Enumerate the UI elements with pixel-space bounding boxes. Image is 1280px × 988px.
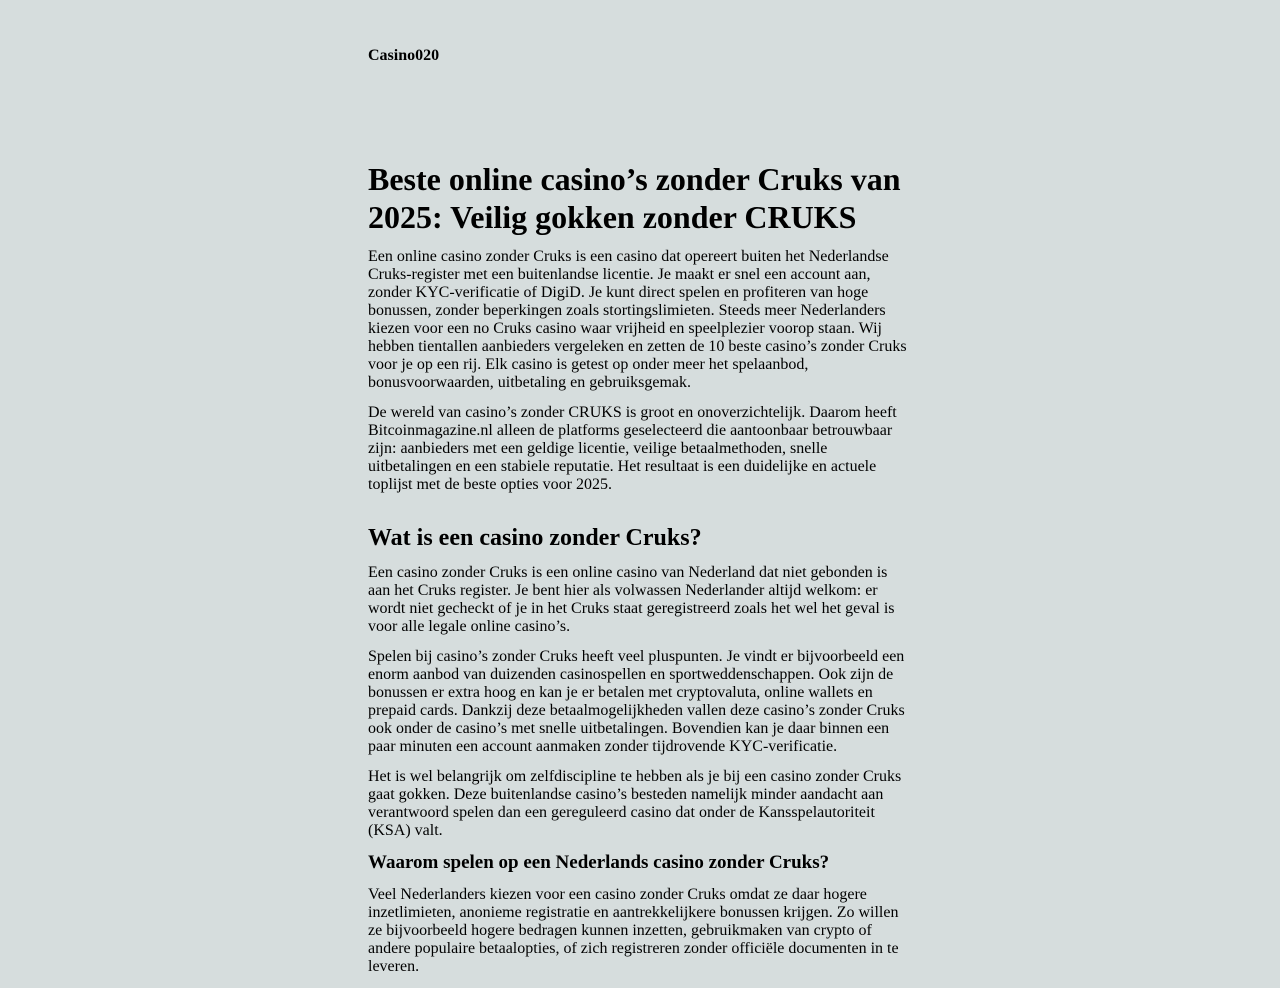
article-title: Beste online casino’s zonder Cruks van 2025: Veilig gokken zonder CRUKS xyxy=(368,161,901,235)
intro-paragraph: De wereld van casino’s zonder CRUKS is groot en onoverzichtelijk. Daarom heeft Bitcoinmagazine.nl alleen de platforms geselecteerd die aantoonbaar betrouwbaar zijn: aanbieders met een geldige licentie, veilige betaalmethoden, snelle uitbetalingen en een stabiele reputatie. Het resultaat is een duidelijke en actuele toplijst met de beste opties voor 2025. xyxy=(368,404,897,493)
intro-paragraph: Een online casino zonder Cruks is een casino dat opereert buiten het Nederlandse Cruks-register met een buitenlandse licentie. Je maakt er snel een account aan, zonder KYC-verificatie of DigiD. Je kunt direct spelen en profiteren van hoge bonussen, zonder beperkingen zoals stortingslimieten. Steeds meer Nederlanders kiezen voor een no Cruks casino waar vrijheid en speelplezier voorop staan. Wij hebben tientallen aanbieders vergeleken en zetten de 10 beste casino’s zonder Cruks voor je op een rij. Elk casino is getest op onder meer het spelaanbod, bonusvoorwaarden, uitbetaling en gebruiksgemak. xyxy=(368,248,907,391)
section-paragraph: Een casino zonder Cruks is een online casino van Nederland dat niet gebonden is aan het Cruks register. Je bent hier als volwassen Nederlander altijd welkom: er wordt niet gecheckt of je in het Cruks staat geregistreerd zoals het wel het geval is voor alle legale online casino’s. xyxy=(368,564,895,635)
article xyxy=(368,160,908,988)
section-heading-why-play: Waarom spelen op een Nederlands casino zonder Cruks? xyxy=(368,852,830,873)
section-paragraph: Spelen bij casino’s zonder Cruks heeft veel pluspunten. Je vindt er bijvoorbeeld een enorm aanbod van duizenden casinospellen en sportweddenschappen. Ook zijn de bonussen er extra hoog en kan je er betalen met cryptovaluta, online wallets en prepaid cards. Dankzij deze betaalmogelijkheden vallen deze casino’s zonder Cruks ook onder de casino’s met snelle uitbetalingen. Bovendien kan je daar binnen een paar minuten een account aanmaken zonder tijdrovende KYC-verificatie. xyxy=(368,648,905,755)
section-paragraph: Het is wel belangrijk om zelfdiscipline te hebben als je bij een casino zonder Cruks gaat gokken. Deze buitenlandse casino’s besteden namelijk minder aandacht aan verantwoord spelen dan een gereguleerd casino dat onder de Kansspelautoriteit (KSA) valt. xyxy=(368,768,902,839)
section-heading-what-is: Wat is een casino zonder Cruks? xyxy=(368,525,702,551)
site-title-link[interactable]: Casino020 xyxy=(368,47,440,64)
section-paragraph: Veel Nederlanders kiezen voor een casino zonder Cruks omdat ze daar hogere inzetlimieten, anonieme registratie en aantrekkelijkere bonussen krijgen. Zo willen ze bijvoorbeeld hogere bedragen kunnen inzetten, gebruikmaken van crypto of andere populaire betaalopties, of zich registreren zonder officiële documenten in te leveren. xyxy=(368,886,899,975)
